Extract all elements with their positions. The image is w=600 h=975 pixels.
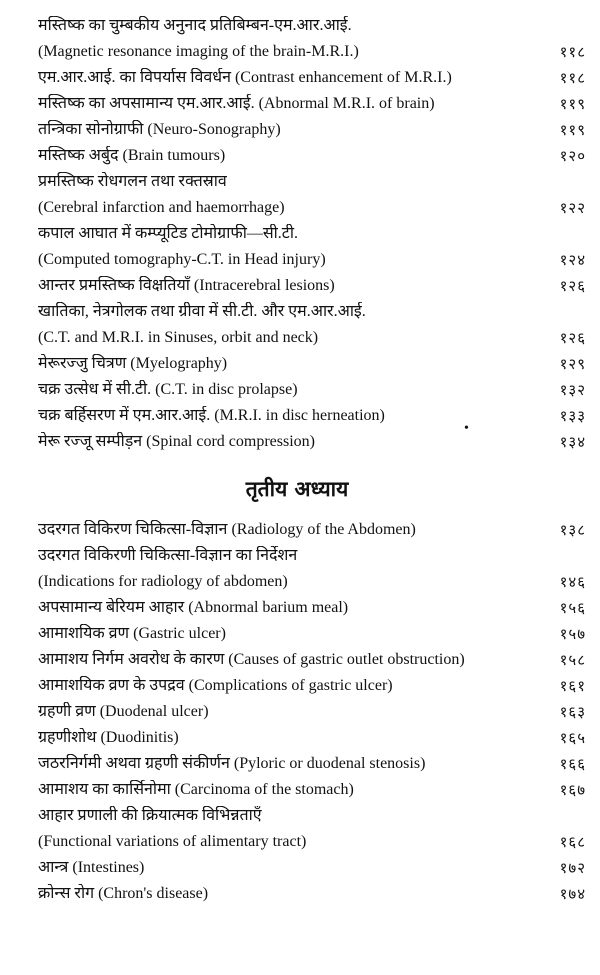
toc-entry (38, 244, 586, 270)
toc-section-1 (38, 6, 586, 452)
entry-title: उदरगत विकिरण चिकित्सा-विज्ञान (Radiology of the Abdomen) (38, 521, 416, 538)
entry-page: ११८ (559, 69, 586, 87)
toc-entry (38, 540, 586, 566)
toc-entry (38, 114, 586, 140)
entry-title: तन्त्रिका सोनोग्राफी (Neuro-Sonography) (38, 121, 281, 138)
entry-title: (Functional variations of alimentary tract) (38, 833, 307, 850)
toc-entry (38, 62, 586, 88)
entry-page: १३३ (559, 407, 586, 425)
entry-title: मेरूरज्जु चित्रण (Myelography) (38, 355, 228, 372)
entry-page: १२४ (559, 251, 586, 269)
entry-title: चक्र उत्सेध में सी.टी. (C.T. in disc prolapse) (38, 381, 298, 398)
entry-page: १६८ (559, 833, 586, 851)
entry-title: जठरनिर्गमी अथवा ग्रहणी संकीर्णन (Pyloric or duodenal stenosis) (38, 755, 426, 772)
toc-entry (38, 748, 586, 774)
entry-page: १७२ (559, 859, 586, 877)
toc-entry (38, 852, 586, 878)
entry-page: १७४ (559, 885, 586, 903)
entry-title: अपसामान्य बेरियम आहार (Abnormal barium meal) (38, 599, 349, 616)
toc-entry (38, 722, 586, 748)
entry-title: आन्त्र (Intestines) (38, 859, 145, 876)
entry-page: १२६ (559, 329, 586, 347)
entry-title: क्रोन्स रोग (Chron's disease) (38, 885, 209, 902)
entry-page: १३८ (559, 521, 586, 539)
entry-page: १६१ (559, 677, 586, 695)
entry-title: (Cerebral infarction and haemorrhage) (38, 199, 285, 216)
entry-page: १३२ (559, 381, 586, 399)
toc-entry (38, 670, 586, 696)
chapter-heading: तृतीय अध्याय (245, 477, 349, 501)
entry-page: ११८ (559, 43, 586, 61)
entry-title: आमाशय का कार्सिनोमा (Carcinoma of the stomach) (38, 781, 354, 798)
toc-entry (38, 166, 586, 192)
toc-entry (38, 270, 586, 296)
toc-entry (38, 566, 586, 592)
entry-title: आमाशयिक व्रण (Gastric ulcer) (38, 625, 226, 642)
entry-page: १३४ (559, 433, 586, 451)
entry-page: ११९ (559, 121, 586, 139)
toc-entry (38, 644, 586, 670)
toc-entry (38, 374, 586, 400)
toc-entry (38, 192, 586, 218)
entry-title: एम.आर.आई. का विपर्यास विवर्धन (Contrast enhancement of M.R.I.) (38, 69, 452, 86)
toc-entry (38, 88, 586, 114)
entry-page: १२९ (559, 355, 586, 373)
toc-entry (38, 140, 586, 166)
entry-page: १५७ (559, 625, 586, 643)
toc-entry (38, 696, 586, 722)
entry-title: (C.T. and M.R.I. in Sinuses, orbit and neck) (38, 329, 319, 346)
toc-entry (38, 322, 586, 348)
entry-title: (Computed tomography-C.T. in Head injury) (38, 251, 326, 268)
entry-page: १२२ (559, 199, 586, 217)
entry-title: कपाल आघात में कम्प्यूटिड टोमोग्राफी—सी.टी. (38, 225, 299, 242)
toc-entry (38, 774, 586, 800)
entry-title: चक्र बर्हिसरण में एम.आर.आई. (M.R.I. in disc herneation) (38, 407, 385, 424)
entry-page: १४६ (559, 573, 586, 591)
entry-title: आमाशयिक व्रण के उपद्रव (Complications of gastric ulcer) (38, 677, 393, 694)
toc-entry (38, 800, 586, 826)
toc-entry (38, 426, 586, 452)
toc-entry (38, 878, 586, 904)
entry-page: ११९ (559, 95, 586, 113)
toc-entry (38, 6, 586, 36)
entry-title: मस्तिष्क का अपसामान्य एम.आर.आई. (Abnormal M.R.I. of brain) (38, 95, 435, 112)
toc-entry (38, 826, 586, 852)
entry-page: १६७ (559, 781, 586, 799)
toc-entry (38, 618, 586, 644)
entry-title: उदरगत विकिरणी चिकित्सा-विज्ञान का निर्देशन (38, 547, 298, 564)
entry-page: १६६ (559, 755, 586, 773)
entry-page: १२६ (559, 277, 586, 295)
toc-entry (38, 400, 586, 426)
entry-title: मेरू रज्जू सम्पीड़न (Spinal cord compression) (38, 433, 316, 450)
entry-page: १२० (559, 147, 586, 165)
stray-print-dot: • (464, 421, 469, 436)
entry-title: खातिका, नेत्रगोलक तथा ग्रीवा में सी.टी. और एम.आर.आई. (38, 303, 366, 320)
toc-entry (38, 592, 586, 618)
entry-page: १५६ (559, 599, 586, 617)
entry-title: ग्रहणी व्रण (Duodenal ulcer) (38, 703, 209, 720)
entry-title: मस्तिष्क का चुम्बकीय अनुनाद प्रतिबिम्बन-एम.आर.आई. (38, 17, 352, 34)
entry-page: १६५ (559, 729, 586, 747)
entry-title: ग्रहणीशोथ (Duodinitis) (38, 729, 179, 746)
toc-entry (38, 514, 586, 540)
toc-entry (38, 218, 586, 244)
entry-title: आहार प्रणाली की क्रियात्मक विभिन्नताएँ (38, 807, 262, 824)
entry-title: आमाशय निर्गम अवरोध के कारण (Causes of gastric outlet obstruction) (38, 651, 465, 668)
entry-page: १५८ (559, 651, 586, 669)
toc-section-2 (38, 514, 586, 904)
entry-title: प्रमस्तिष्क रोधगलन तथा रक्तस्राव (38, 173, 227, 190)
entry-title: आन्तर प्रमस्तिष्क विक्षतियाँ (Intracerebral lesions) (38, 277, 335, 294)
toc-entry (38, 36, 586, 62)
entry-title: मस्तिष्क अर्बुद (Brain tumours) (38, 147, 226, 164)
toc-entry (38, 296, 586, 322)
toc-entry (38, 348, 586, 374)
entry-page: १६३ (559, 703, 586, 721)
entry-title: (Indications for radiology of abdomen) (38, 573, 288, 590)
entry-title: (Magnetic resonance imaging of the brain-M.R.I.) (38, 43, 359, 60)
